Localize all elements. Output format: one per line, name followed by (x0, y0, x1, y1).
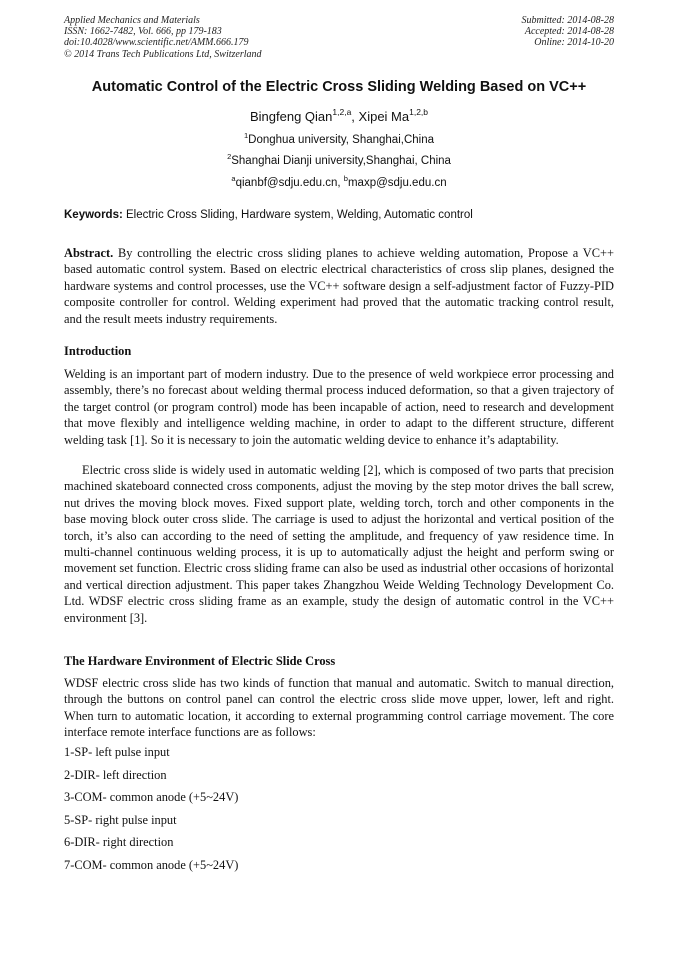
list-item: 2-DIR- left direction (64, 767, 167, 782)
list-item: 3-COM- common anode (+5~24V) (64, 790, 239, 805)
list-item: 6-DIR- right direction (64, 835, 174, 850)
section-heading-hardware: The Hardware Environment of Electric Slide Cross (64, 654, 336, 668)
journal-issn: ISSN: 1662-7482, Vol. 666, pp 179-183 (64, 26, 222, 38)
list-item: 5-SP- right pulse input (64, 812, 177, 827)
email-link[interactable]: maxp@sdju.edu.cn (347, 177, 447, 189)
journal-name: Applied Mechanics and Materials (64, 15, 200, 26)
email-superscript: a (231, 174, 236, 183)
affiliation-1 (0, 131, 678, 146)
author-superscript: 1,2,b (409, 107, 429, 117)
abstract (64, 245, 614, 327)
affiliation-text: Shanghai Dianji university,Shanghai, China (231, 155, 451, 167)
abstract-label: Abstract. (64, 246, 114, 260)
hardware-paragraph-1: WDSF electric cross slide has two kinds of function that manual and automatic. Switch to manual direction, through the buttons on control panel can control the electric cross slide move upper, lower, left and right. When turn to automatic location, it according to external programming control carriage movement. The core interface remote interface functions are as follows: (64, 676, 614, 740)
email-link[interactable]: qianbf@sdju.edu.cn, (235, 177, 344, 189)
keywords (64, 209, 614, 221)
email-superscript: b (343, 174, 348, 183)
interface-function-list (64, 744, 614, 880)
journal-info (64, 15, 262, 60)
submitted-date: Submitted: 2014-08-28 (521, 15, 614, 26)
author-separator: , (351, 109, 359, 124)
keywords-label: Keywords: (64, 209, 123, 221)
journal-copyright: © 2014 Trans Tech Publications Ltd, Switzerland (64, 48, 262, 60)
author-emails (0, 174, 678, 189)
publication-dates (522, 15, 615, 49)
intro-paragraph-2: Electric cross slide is widely used in automatic welding [2], which is composed of two parts that precision machined skateboard connected cross components, adjust the moving by the step motor drives the ball screw, nut drives the moving block moves. Fixed support plate, welding torch, torch and other components in the base moving block outer cross slide. The carriage is used to adjust the horizontal and vertical position of the torch, it’s also can according to the need of setting the amplitude, and frequency of yaw residence time. In multi-channel continuous welding process, it is up to automatically adjust the height and perform swing or movement set function. Electric cross sliding frame can also be used as industrial other occasions of horizontal and vertical direction adjustment. This paper takes Zhangzhou Weide Welding Technology Development Co. Ltd. WDSF electric cross sliding frame as an example, study the design of automatic control in the VC++ environment [3]. (64, 463, 614, 625)
affiliation-superscript: 2 (227, 152, 232, 161)
affiliation-2 (0, 152, 678, 167)
affiliation-text: Donghua university, Shanghai,China (248, 134, 434, 146)
abstract-text: By controlling the electric cross sliding planes to achieve welding automation, Propose a VC++ based automatic control system. Based on electric electrical characteristics of cross slip planes, designed the hardware systems and control processes, use the VC++ software design a self-adjustment factor of Fuzzy-PID composite controller for control. Welding experiment had proved that the automatic tracking control result, and the result meets industry requirements. (64, 246, 614, 326)
paper-title: Automatic Control of the Electric Cross Sliding Welding Based on VC++ (91, 79, 587, 95)
author-line (0, 107, 678, 124)
journal-doi: doi:10.4028/www.scientific.net/AMM.666.179 (64, 37, 249, 49)
list-item: 7-COM- common anode (+5~24V) (64, 857, 239, 872)
author-name: Xipei Ma (358, 109, 410, 124)
author-superscript: 1,2,a (332, 107, 352, 117)
online-date: Online: 2014-10-20 (534, 37, 614, 49)
section-heading-introduction: Introduction (64, 344, 132, 358)
accepted-date: Accepted: 2014-08-28 (524, 26, 614, 38)
list-item: 1-SP- left pulse input (64, 745, 170, 759)
keywords-text: Electric Cross Sliding, Hardware system, Welding, Automatic control (122, 209, 473, 221)
intro-paragraph-1: Welding is an important part of modern industry. Due to the presence of weld workpiece error processing and assembly, there’s no forecast about welding thermal process induced deformation, so that a given trajectory of the target control (or program control) mode has been incapable of action, need to research and development that move flexibly and intelligence welding machine, in order to adapt to the different structure, different welding task [1]. So it is necessary to join the automatic welding device to enhance it’s adaptability. (64, 367, 614, 447)
author-name: Bingfeng Qian (249, 109, 333, 124)
affiliation-superscript: 1 (244, 131, 249, 140)
